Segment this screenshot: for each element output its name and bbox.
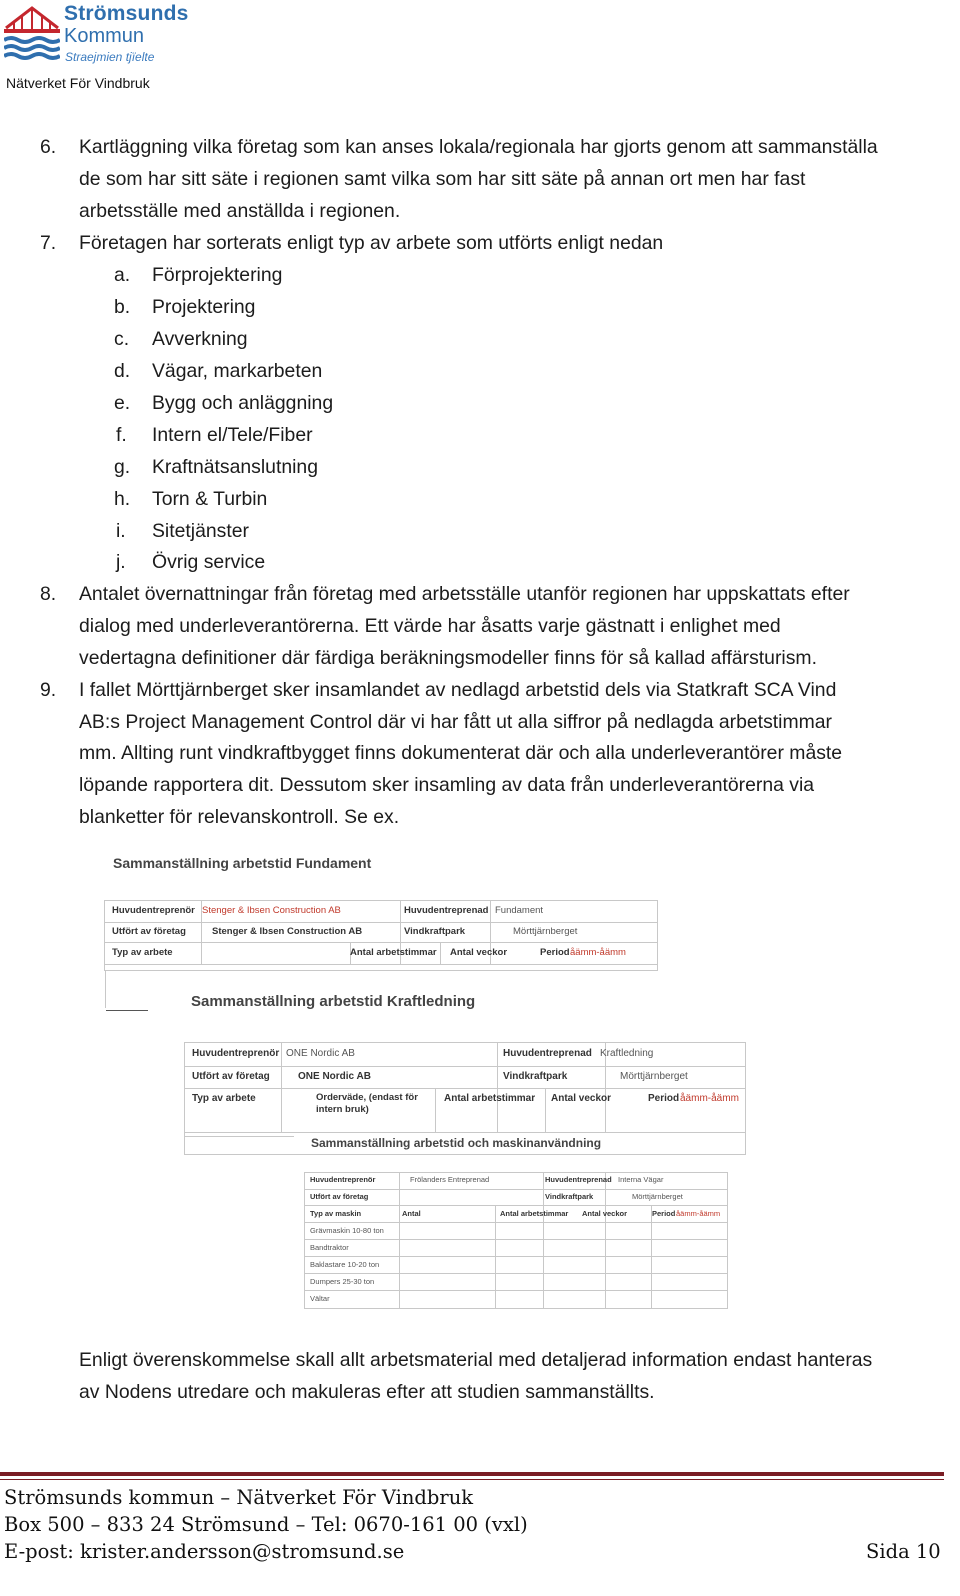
form-maskinanvandning bbox=[300, 1168, 730, 1314]
footer-rule bbox=[0, 1472, 944, 1476]
cell-label: Period bbox=[652, 1209, 676, 1218]
cell-label: Antal bbox=[402, 1209, 421, 1218]
sub-item-letter: f. bbox=[116, 424, 127, 446]
cell-label: Vindkraftpark bbox=[404, 926, 466, 937]
sub-item-letter: a. bbox=[114, 264, 131, 286]
cell-value: Interna Vägar bbox=[618, 1175, 664, 1184]
item-6-line: arbetsställe med anställda i regionen. bbox=[79, 200, 401, 222]
sub-item-text: Bygg och anläggning bbox=[152, 392, 334, 414]
cell-label: Antal arbetstimmar bbox=[500, 1209, 569, 1218]
brand-name: Strömsunds bbox=[64, 2, 189, 25]
cell-label: Huvudentreprenör bbox=[310, 1175, 376, 1184]
header-subtitle: Nätverket För Vindbruk bbox=[6, 75, 150, 91]
sub-item-letter: g. bbox=[114, 456, 131, 478]
item-number: 7. bbox=[40, 232, 57, 254]
sub-item-letter: d. bbox=[114, 360, 131, 382]
sub-item-letter: i. bbox=[116, 520, 126, 542]
machine-row: Bandtraktor bbox=[310, 1243, 349, 1252]
cell-label: Antal veckor bbox=[450, 947, 508, 958]
municipality-logo bbox=[4, 2, 60, 64]
cell-label: Vindkraftpark bbox=[545, 1192, 594, 1201]
cell-value: Mörttjärnberget bbox=[632, 1192, 683, 1201]
item-9-line: AB:s Project Management Control där vi har fått ut alla siffror på nedlagda arbetstimmar bbox=[79, 711, 833, 733]
machine-row: Dumpers 25-30 ton bbox=[310, 1277, 375, 1286]
cell-value: Stenger & Ibsen Construction AB bbox=[202, 905, 341, 916]
form-title: Sammanställning arbetstid Fundament bbox=[113, 855, 372, 871]
form-title: Sammanställning arbetstid Kraftledning bbox=[191, 993, 476, 1010]
cell-label: Utfört av företag bbox=[310, 1192, 369, 1201]
item-9-line: löpande rapportera dit. Dessutom sker insamling av data från underleverantörerna via bbox=[79, 774, 815, 796]
item-8-line: vedertagna definitioner där färdiga beräkningsmodeller finns för så kallad affärsturism. bbox=[79, 647, 817, 669]
footer-org: Strömsunds kommun – Nätverket För Vindbruk bbox=[4, 1486, 474, 1509]
item-number: 6. bbox=[40, 136, 57, 158]
sub-item-text: Intern el/Tele/Fiber bbox=[152, 424, 313, 446]
cell-label: Typ av arbete bbox=[192, 1093, 256, 1104]
cell-label: Typ av arbete bbox=[112, 947, 173, 958]
page-number: Sida 10 bbox=[866, 1540, 941, 1563]
cell-value: åämm-åämm bbox=[680, 1093, 739, 1104]
item-7-line: Företagen har sorterats enligt typ av arbete som utförts enligt nedan bbox=[79, 232, 664, 254]
sub-item-letter: j. bbox=[116, 551, 126, 573]
item-8-line: dialog med underleverantörerna. Ett värde har åsatts varje gästnatt i enlighet med bbox=[79, 615, 781, 637]
sub-item-letter: h. bbox=[114, 488, 131, 510]
cell-value: åämm-åämm bbox=[676, 1209, 721, 1218]
cell-label: Period bbox=[540, 947, 570, 958]
footer-email: E-post: krister.andersson@stromsund.se bbox=[4, 1540, 405, 1563]
cell-value: Fundament bbox=[495, 905, 544, 916]
cell-value: ONE Nordic AB bbox=[286, 1048, 355, 1059]
footer-rule-thin bbox=[0, 1479, 944, 1480]
brand-sami-name: Straejmien tjïelte bbox=[65, 50, 155, 64]
cell-label: Period bbox=[648, 1093, 680, 1104]
sub-item-letter: c. bbox=[114, 328, 130, 350]
cell-label: Utfört av företag bbox=[112, 926, 186, 937]
cell-value: ONE Nordic AB bbox=[298, 1071, 371, 1082]
cell-label: Huvudentreprenad bbox=[503, 1048, 592, 1059]
cell-label: Antal arbetstimmar bbox=[350, 947, 437, 958]
sub-item-text: Avverkning bbox=[152, 328, 248, 350]
sub-item-letter: b. bbox=[114, 296, 131, 318]
cell-value: Mörttjärnberget bbox=[513, 926, 578, 937]
form-title: Sammanställning arbetstid och maskinanvändning bbox=[311, 1136, 602, 1150]
machine-row: Baklastare 10-20 ton bbox=[310, 1260, 380, 1269]
sub-item-text: Vägar, markarbeten bbox=[152, 360, 323, 382]
cell-value: Mörttjärnberget bbox=[620, 1071, 688, 1082]
item-number: 9. bbox=[40, 679, 57, 701]
closing-line: av Nodens utredare och makuleras efter att studien sammanställts. bbox=[79, 1381, 655, 1403]
cell-label: Huvudentreprenad bbox=[404, 905, 489, 916]
closing-line: Enligt överenskommelse skall allt arbetsmaterial med detaljerad information endast hanteras bbox=[79, 1349, 873, 1371]
sub-item-text: Kraftnätsanslutning bbox=[152, 456, 319, 478]
item-9-line: blanketter för relevanskontroll. Se ex. bbox=[79, 806, 400, 828]
item-number: 8. bbox=[40, 583, 57, 605]
cell-label: Huvudentreprenör bbox=[112, 905, 195, 916]
cell-label: Antal veckor bbox=[551, 1093, 612, 1104]
item-8-line: Antalet övernattningar från företag med arbetsställe utanför regionen har uppskattats efter bbox=[79, 583, 850, 605]
cell-label: Huvudentreprenad bbox=[545, 1175, 612, 1184]
item-6-line: de som har sitt säte i regionen samt vilka som har sitt säte på annan ort men har fast bbox=[79, 168, 806, 190]
brand-kommun: Kommun bbox=[64, 25, 145, 47]
machine-row: Grävmaskin 10-80 ton bbox=[310, 1226, 384, 1235]
cell-label: Huvudentreprenör bbox=[192, 1048, 280, 1059]
sub-item-text: Projektering bbox=[152, 296, 256, 318]
cell-label: Typ av maskin bbox=[310, 1209, 362, 1218]
cell-value: Frölanders Entreprenad bbox=[410, 1175, 490, 1184]
form-kraftledning bbox=[176, 988, 748, 1158]
cell-label: Vindkraftpark bbox=[503, 1071, 568, 1082]
sub-item-text: Sitetjänster bbox=[152, 520, 250, 542]
cell-label: intern bruk) bbox=[316, 1104, 369, 1115]
footer-address: Box 500 – 833 24 Strömsund – Tel: 0670-161 00 (vxl) bbox=[4, 1513, 528, 1536]
cell-label: Orderväde, (endast för bbox=[316, 1092, 418, 1103]
item-9-line: I fallet Mörttjärnberget sker insamlandet av nedlagd arbetstid dels via Statkraft SCA Vind bbox=[79, 679, 837, 701]
sub-item-text: Torn & Turbin bbox=[152, 488, 268, 510]
item-9-line: mm. Allting runt vindkraftbygget finns dokumenterat där och alla underleverantörer måste bbox=[79, 742, 843, 764]
sub-item-text: Förprojektering bbox=[152, 264, 283, 286]
machine-row: Vältar bbox=[310, 1294, 330, 1303]
sub-item-letter: e. bbox=[114, 392, 131, 414]
cell-label: Antal veckor bbox=[582, 1209, 628, 1218]
cell-value: åämm-åämm bbox=[570, 947, 626, 958]
cell-label: Utfört av företag bbox=[192, 1071, 270, 1082]
cell-value: Stenger & Ibsen Construction AB bbox=[212, 926, 363, 937]
cell-label: Antal arbetstimmar bbox=[444, 1093, 536, 1104]
item-6-line: Kartläggning vilka företag som kan anses lokala/regionala har gjorts genom att sammanställa bbox=[79, 136, 878, 158]
cell-value: Kraftledning bbox=[600, 1048, 654, 1059]
sub-item-text: Övrig service bbox=[152, 551, 266, 573]
